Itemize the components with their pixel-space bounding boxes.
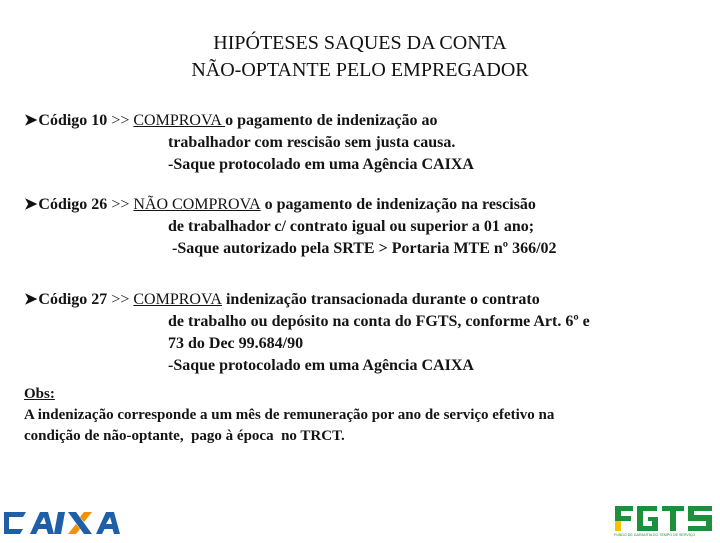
- item-line: de trabalhador c/ contrato igual ou superior a 01 ano;: [168, 218, 535, 235]
- item-text: o pagamento de indenização na rescisão: [260, 196, 536, 213]
- caixa-letters: [4, 512, 120, 534]
- item-first-line: [24, 110, 474, 132]
- item-code: Código 10: [38, 112, 108, 129]
- fgts-logo: [612, 503, 718, 542]
- obs-line-1: A indenização corresponde a um mês de remuneração por ano de serviço efetivo na: [24, 407, 555, 423]
- fgts-tagline: FUNDO DE GARANTIA DO TEMPO DE SERVIÇO: [614, 533, 696, 537]
- arrow-bullet-icon: ➤: [24, 112, 38, 129]
- arrow-bullet-icon: ➤: [24, 291, 38, 308]
- item-first-line: [24, 289, 590, 311]
- item-line: -Saque protocolado em uma Agência CAIXA: [168, 156, 474, 173]
- observation-note: [24, 384, 554, 447]
- list-item-code-10: [24, 110, 474, 176]
- fgts-letters: [615, 506, 712, 531]
- caixa-logo-svg: [2, 508, 134, 538]
- arrow-bullet-icon: ➤: [24, 196, 38, 213]
- item-keyword: COMPROVA: [133, 291, 222, 308]
- item-text: indenização transacionada durante o contrato: [221, 291, 540, 308]
- item-line: de trabalho ou depósito na conta do FGTS, conforme Art. 6º e: [168, 313, 590, 330]
- item-keyword: NÃO COMPROVA: [133, 196, 261, 213]
- item-code: Código 26: [38, 196, 108, 213]
- title-line-1: HIPÓTESES SAQUES DA CONTA: [213, 32, 507, 54]
- fgts-yellow-accent: [615, 521, 621, 531]
- item-line: trabalhador com rescisão sem justa causa.: [168, 134, 456, 151]
- item-line: -Saque autorizado pela SRTE > Portaria MTE nº 366/02: [168, 240, 557, 257]
- item-line: 73 do Dec 99.684/90: [168, 335, 304, 352]
- obs-label: Obs:: [24, 386, 55, 402]
- list-item-code-26: [24, 194, 557, 260]
- caixa-logo: [2, 508, 134, 543]
- fgts-logo-svg: [612, 503, 718, 537]
- item-separator: >>: [107, 291, 134, 308]
- item-separator: >>: [107, 196, 134, 213]
- list-item-code-27: [24, 289, 590, 377]
- page-title: [0, 30, 720, 84]
- item-separator: >>: [107, 112, 134, 129]
- item-keyword: COMPROVA: [133, 112, 226, 129]
- item-code: Código 27: [38, 291, 108, 308]
- title-line-2: NÃO-OPTANTE PELO EMPREGADOR: [191, 59, 529, 81]
- item-first-line: [24, 194, 557, 216]
- caixa-x-mark: [68, 512, 92, 534]
- item-text: o pagamento de indenização ao: [225, 112, 438, 129]
- obs-line-2: condição de não-optante, pago à época no TRCT.: [24, 428, 345, 444]
- item-line: -Saque protocolado em uma Agência CAIXA: [168, 357, 474, 374]
